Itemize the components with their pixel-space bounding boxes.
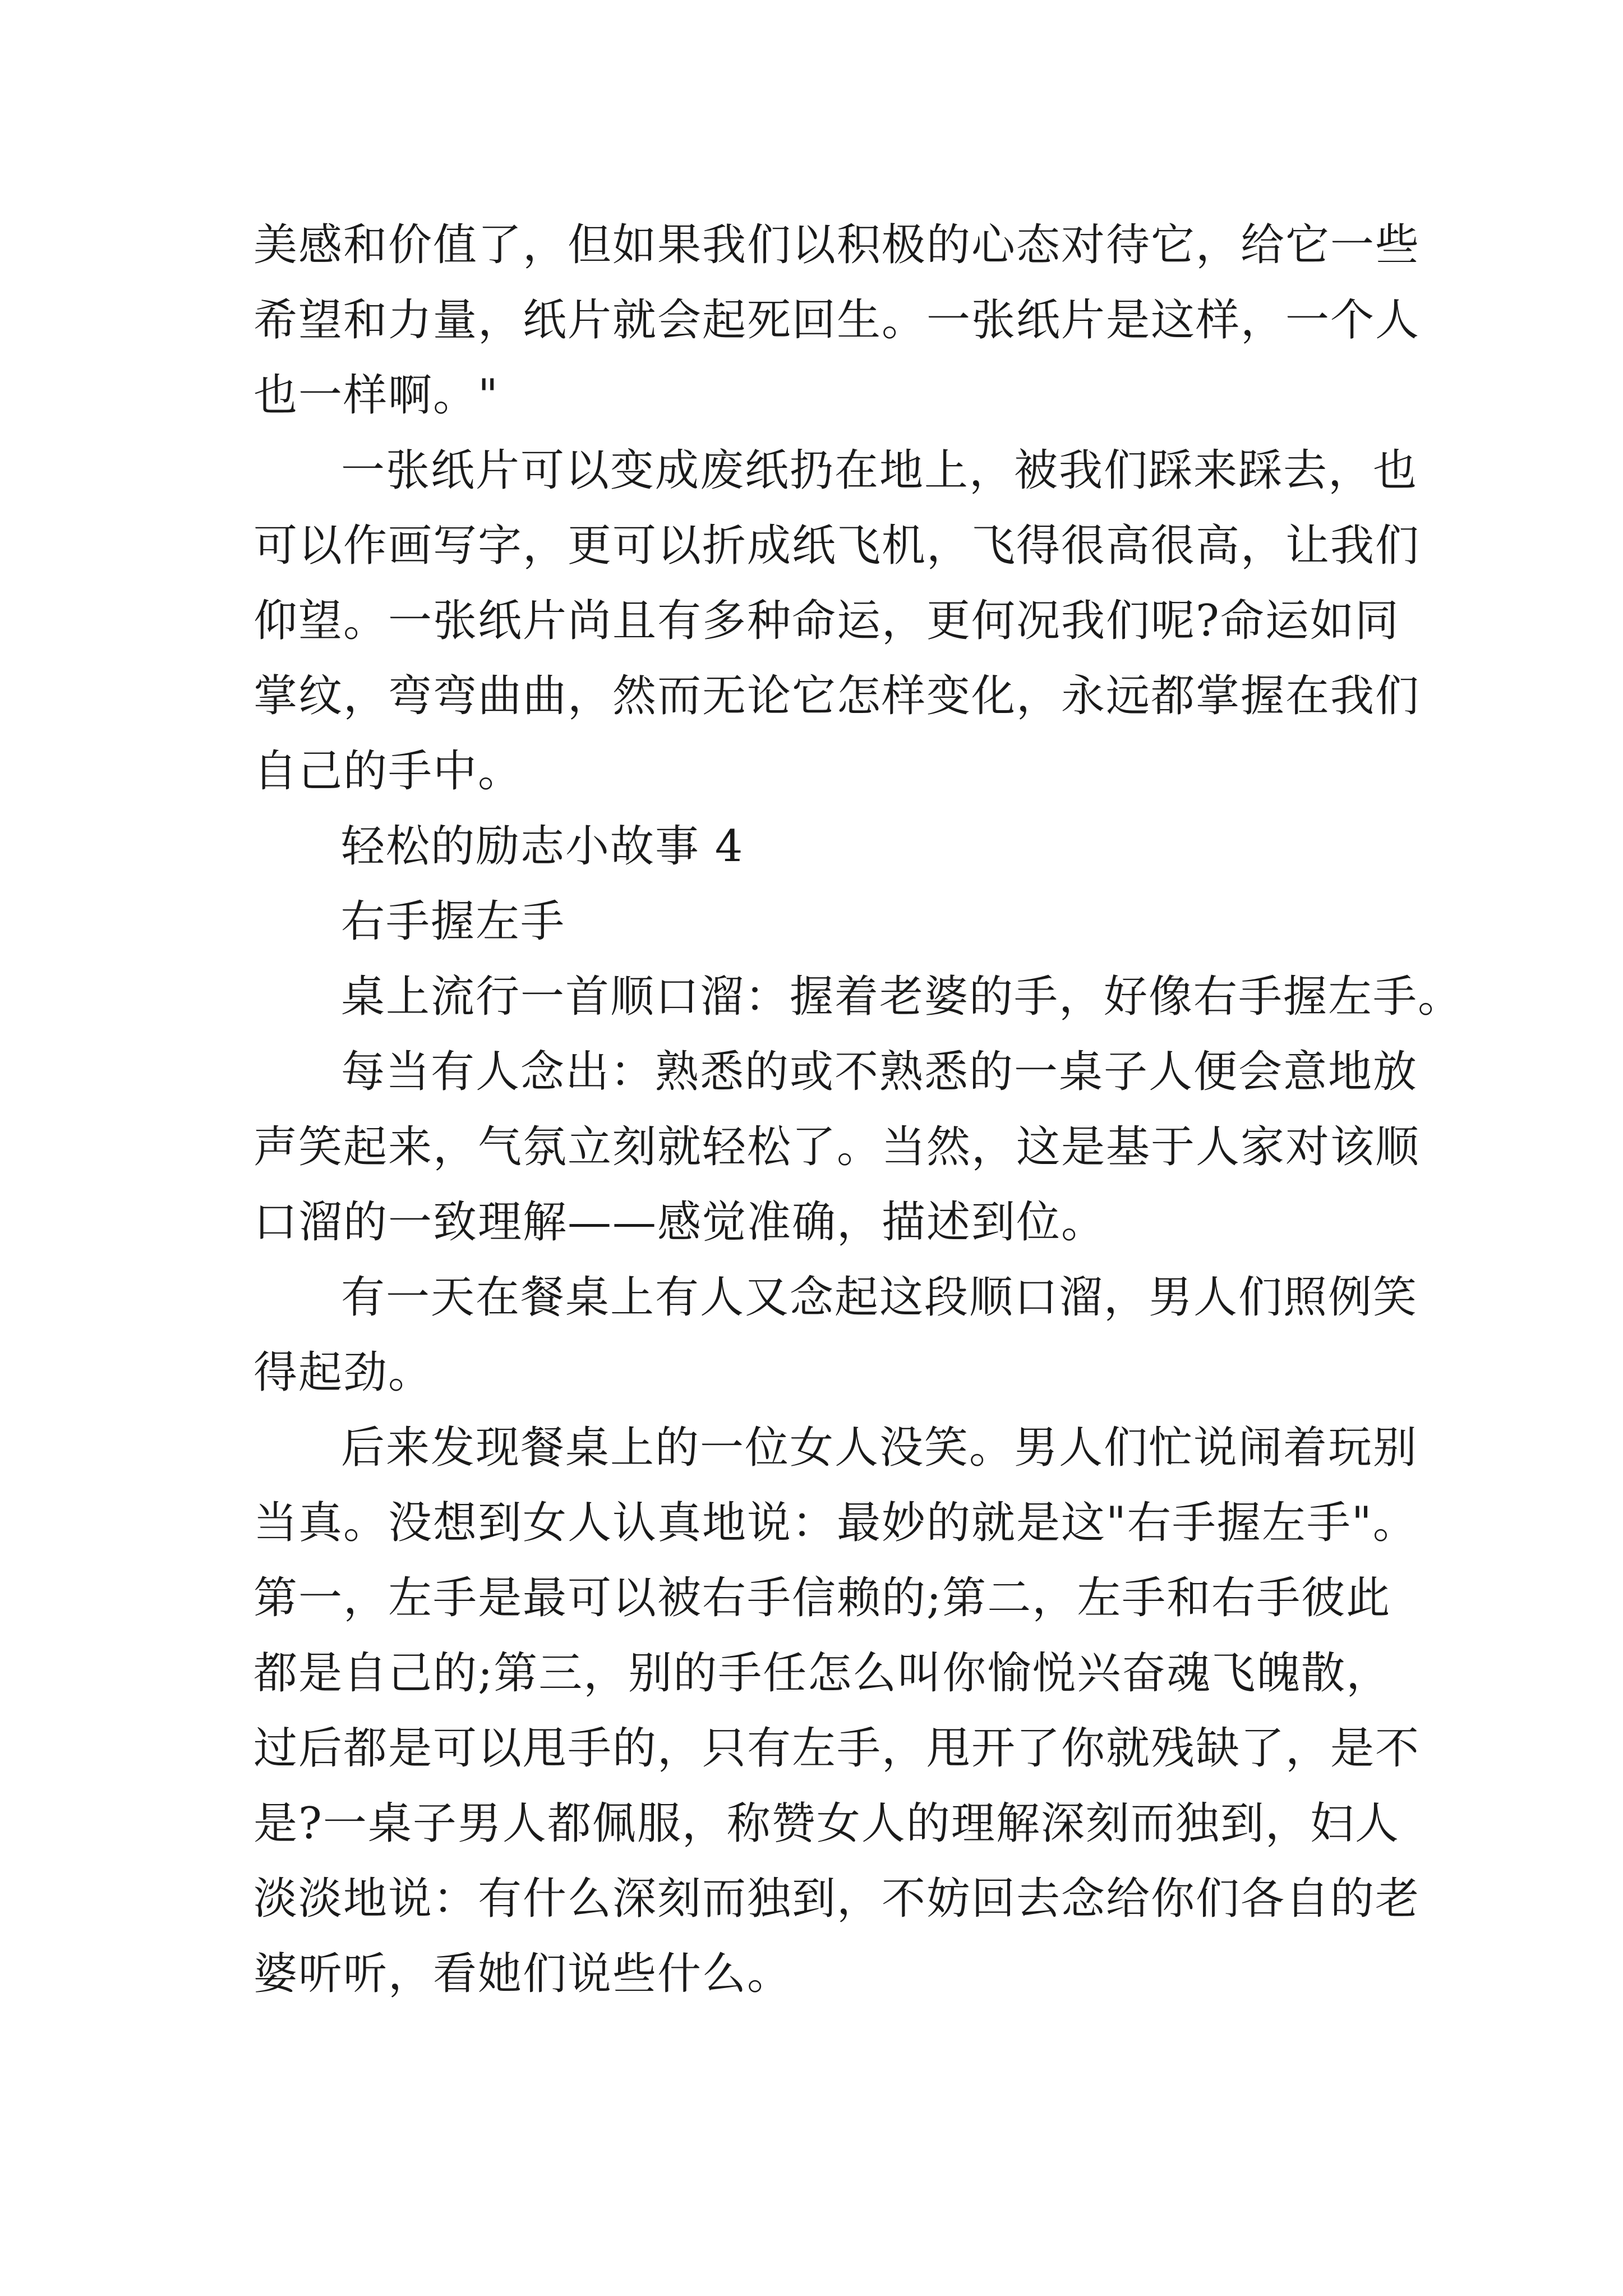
document-body (253, 208, 1463, 2012)
text-line: 掌纹，弯弯曲曲，然而无论它怎样变化，永远都掌握在我们 (253, 671, 1421, 721)
text-line: 得起劲。 (253, 1347, 434, 1398)
text-line: 声笑起来，气氛立刻就轻松了。当然，这是基于人家对该顺 (253, 1122, 1421, 1172)
text-line: 也一样啊。" (253, 370, 499, 421)
text-line: 都是自己的;第三，别的手任怎么叫你愉悦兴奋魂飞魄散， (253, 1648, 1391, 1699)
text-line: 可以作画写字，更可以折成纸飞机，飞得很高很高，让我们 (253, 521, 1421, 571)
text-line: 美感和价值了，但如果我们以积极的心态对待它，给它一些 (253, 220, 1421, 270)
text-line: 第一，左手是最可以被右手信赖的;第二，左手和右手彼此 (253, 1573, 1391, 1623)
text-line: 右手握左手 (341, 896, 566, 947)
text-line: 仰望。一张纸片尚且有多种命运，更何况我们呢?命运如同 (253, 596, 1400, 646)
text-line: 希望和力量，纸片就会起死回生。一张纸片是这样，一个人 (253, 295, 1421, 346)
text-line: 口溜的一致理解——感觉准确，描述到位。 (253, 1197, 1106, 1248)
text-line: 淡淡地说：有什么深刻而独到，不妨回去念给你们各自的老 (253, 1874, 1421, 1924)
text-line: 桌上流行一首顺口溜：握着老婆的手，好像右手握左手。 (341, 972, 1463, 1022)
text-line: 轻松的励志小故事 4 (341, 821, 744, 872)
text-line: 过后都是可以甩手的，只有左手，甩开了你就残缺了，是不 (253, 1723, 1421, 1774)
text-line: 一张纸片可以变成废纸扔在地上，被我们踩来踩去，也 (341, 445, 1418, 496)
text-line: 当真。没想到女人认真地说：最妙的就是这"右手握左手"。 (253, 1498, 1418, 1548)
text-line: 每当有人念出：熟悉的或不熟悉的一桌子人便会意地放 (341, 1047, 1418, 1097)
text-line: 后来发现餐桌上的一位女人没笑。男人们忙说闹着玩别 (341, 1423, 1418, 1473)
text-line: 婆听听，看她们说些什么。 (253, 1949, 792, 1999)
text-line: 有一天在餐桌上有人又念起这段顺口溜，男人们照例笑 (341, 1272, 1418, 1323)
text-line: 自己的手中。 (253, 746, 523, 797)
text-line: 是?一桌子男人都佩服，称赞女人的理解深刻而独到，妇人 (253, 1798, 1400, 1849)
